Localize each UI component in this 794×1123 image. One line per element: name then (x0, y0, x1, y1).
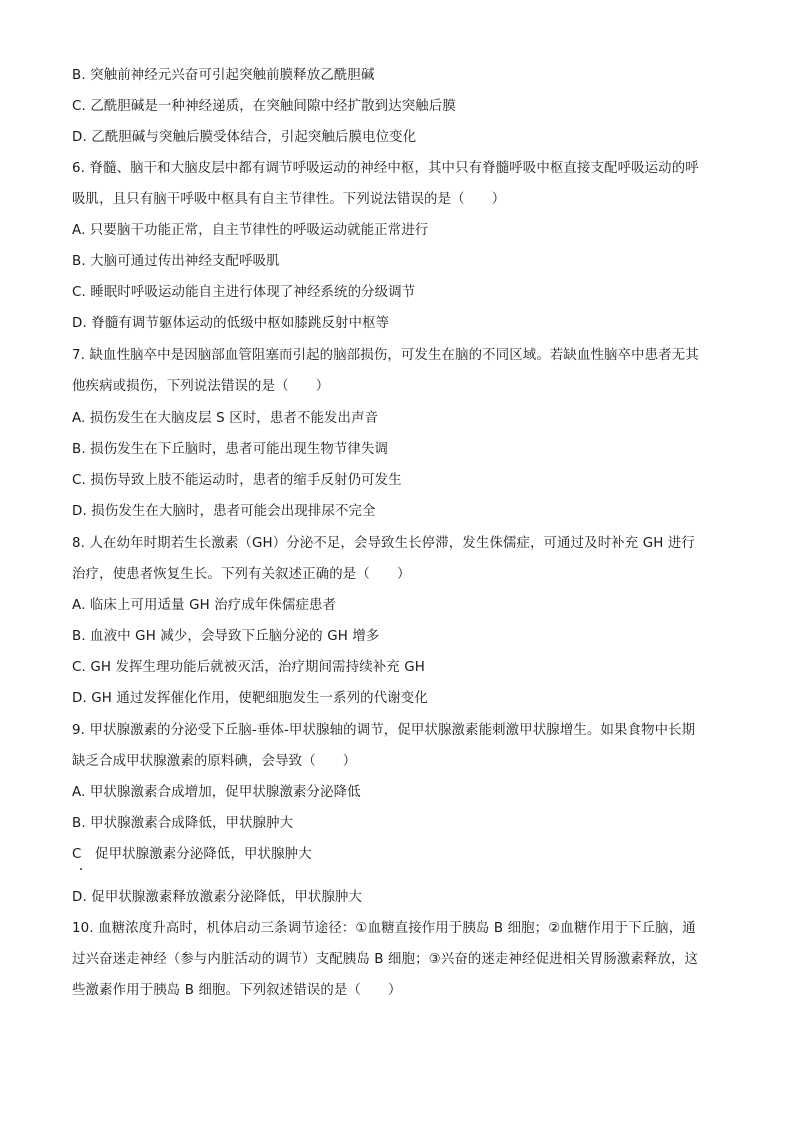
option-line: B. 损伤发生在下丘脑时，患者可能出现生物节律失调 (72, 442, 389, 457)
question-line: 些激素作用于胰岛 B 细胞。下列叙述错误的是（ ） (72, 983, 402, 998)
stray-dot (80, 868, 82, 870)
question-line: 治疗，使患者恢复生长。下列有关叙述正确的是（ ） (72, 567, 411, 582)
option-line: A. 甲状腺激素合成增加，促甲状腺激素分泌降低 (72, 785, 361, 800)
option-line: A. 只要脑干功能正常，自主节律性的呼吸运动就能正常进行 (72, 223, 429, 238)
question-line: 10. 血糖浓度升高时，机体启动三条调节途径：①血糖直接作用于胰岛 B 细胞；②血糖作用于下丘脑，通 (72, 921, 696, 936)
option-line: B. 大脑可通过传出神经支配呼吸肌 (72, 254, 280, 269)
question-line: 吸肌，且只有脑干呼吸中枢具有自主节律性。下列说法错误的是（ ） (72, 192, 506, 207)
question-line: 他疾病或损伤，下列说法错误的是（ ） (72, 379, 330, 394)
option-line: C. GH 发挥生理功能后就被灭活，治疗期间需持续补充 GH (72, 660, 425, 675)
option-line: C. 睡眠时呼吸运动能自主进行体现了神经系统的分级调节 (72, 285, 416, 300)
option-line: C. 损伤导致上肢不能运动时，患者的缩手反射仍可发生 (72, 473, 402, 488)
question-line: 缺乏合成甲状腺激素的原料碘，会导致（ ） (72, 754, 357, 769)
option-line: D. 损伤发生在大脑时，患者可能会出现排尿不完全 (72, 504, 376, 519)
option-line: B. 突触前神经元兴奋可引起突触前膜释放乙酰胆碱 (72, 68, 375, 83)
option-line: D. 脊髓有调节躯体运动的低级中枢如膝跳反射中枢等 (72, 316, 390, 331)
question-line: 8. 人在幼年时期若生长激素（GH）分泌不足，会导致生长停滞，发生侏儒症，可通过及时补充 GH 进行 (72, 536, 695, 551)
option-line: D. 促甲状腺激素释放激素分泌降低，甲状腺肿大 (72, 890, 363, 905)
question-line: 9. 甲状腺激素的分泌受下丘脑-垂体-甲状腺轴的调节，促甲状腺激素能刺激甲状腺增生。如果食物中长期 (72, 723, 696, 738)
question-line: 6. 脊髓、脑干和大脑皮层中都有调节呼吸运动的神经中枢，其中只有脊髓呼吸中枢直接支配呼吸运动的呼 (72, 161, 699, 176)
option-line: D. 乙酰胆碱与突触后膜受体结合，引起突触后膜电位变化 (72, 130, 417, 145)
question-line: 过兴奋迷走神经（参与内脏活动的调节）支配胰岛 B 细胞；③兴奋的迷走神经促进相关胃肠激素释放，这 (72, 952, 699, 967)
option-line: C. 乙酰胆碱是一种神经递质，在突触间隙中经扩散到达突触后膜 (72, 99, 456, 114)
option-line: B. 甲状腺激素合成降低，甲状腺肿大 (72, 816, 294, 831)
option-line: A. 临床上可用适量 GH 治疗成年侏儒症患者 (72, 598, 337, 613)
option-line: C 促甲状腺激素分泌降低，甲状腺肿大 (72, 847, 312, 862)
option-line: D. GH 通过发挥催化作用，使靶细胞发生一系列的代谢变化 (72, 691, 428, 706)
option-line: B. 血液中 GH 减少，会导致下丘脑分泌的 GH 增多 (72, 629, 380, 644)
question-line: 7. 缺血性脑卒中是因脑部血管阻塞而引起的脑部损伤，可发生在脑的不同区域。若缺血性脑卒中患者无其 (72, 348, 699, 363)
option-line: A. 损伤发生在大脑皮层 S 区时，患者不能发出声音 (72, 411, 379, 426)
